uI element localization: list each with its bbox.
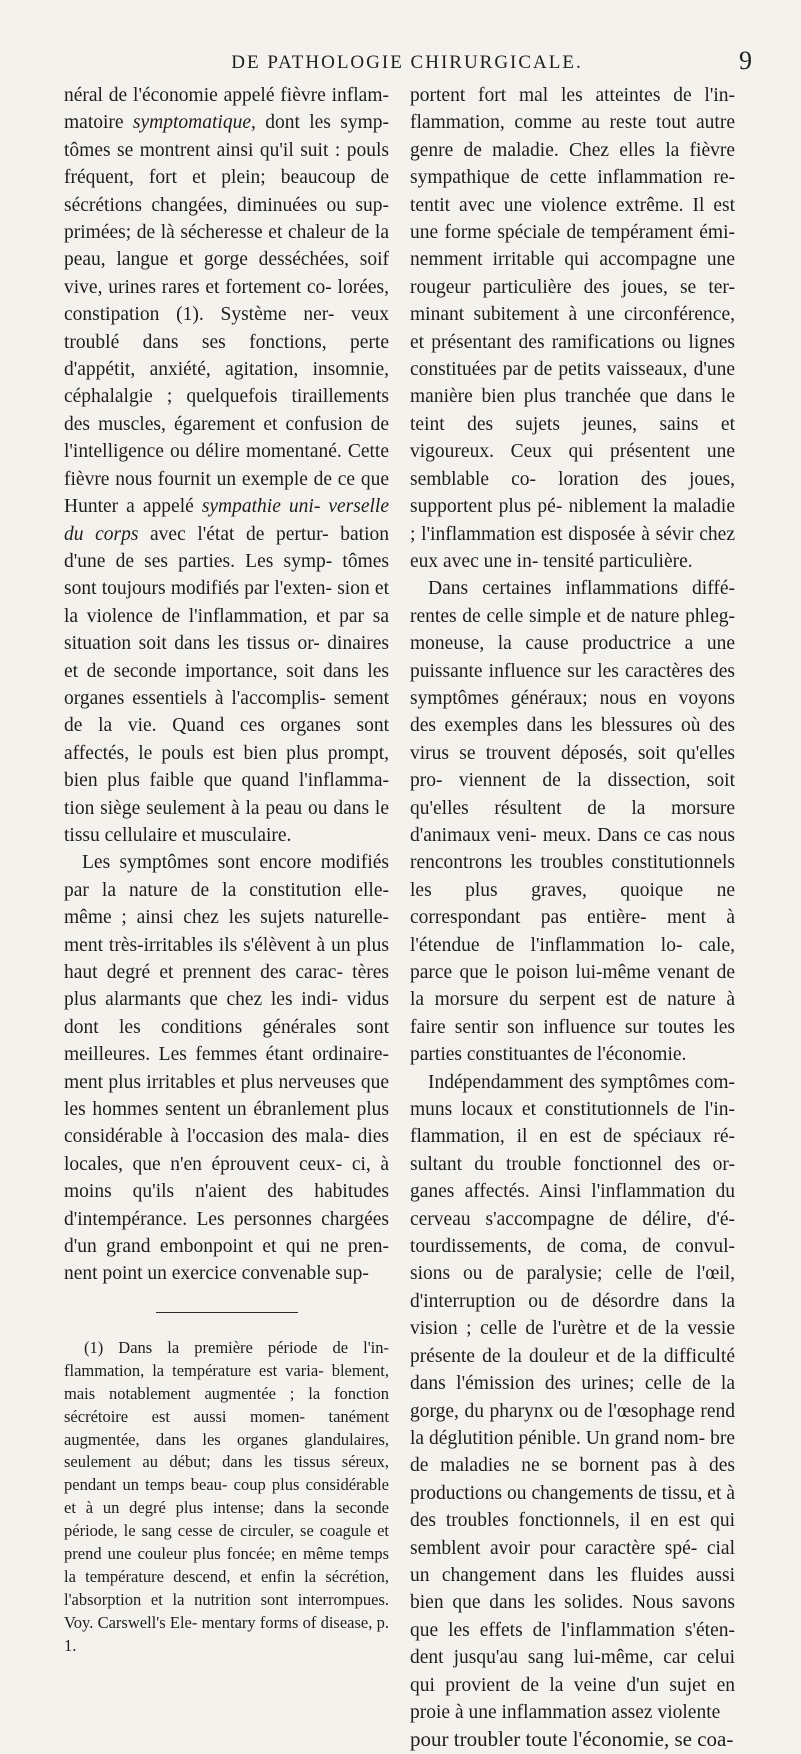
running-title: DE PATHOLOGIE CHIRURGICALE.	[231, 52, 583, 73]
paragraph: Les symptômes sont encore modifiés par la nature de la constitution elle- même ; ainsi chez les sujets naturelle- ment très-irritables ils s'élèvent à un plus haut degré et prennent des carac- tères plus alarmants que chez les indi- vidus dont les conditions générales sont meilleures. Les femmes étant ordinaire- ment plus irritables et plus nerveuses que les hommes sentent un ébranlement plus considérable à l'occasion des mala- dies locales, que n'en éprouvent ceux- ci, à moins qu'ils n'aient des habitudes d'intempérance. Les personnes chargées d'un grand embonpoint et qui ne pren- nent point un exercice convenable sup-	[64, 852, 389, 1285]
right-column	[410, 82, 735, 1754]
footnote: (1) Dans la première période de l'in- flammation, la température est varia- blement, mais notablement augmentée ; la fonction sécrétoire est aussi momen- tanément augmentée, dans les organes glandulaires, seulement au début; dans les tissus séreux, pendant un temps beau- coup plus considérable et à un degré plus intense; dans la seconde période, le sang cesse de circuler, se coagule et prend une couleur plus foncée; en même temps la température descend, et enfin la sécrétion, l'absorption et la nutrition sont interrompues. Voy. Carswell's Ele- mentary forms of disease, p. 1.	[64, 1337, 389, 1655]
paragraph: portent fort mal les atteintes de l'in- flammation, comme au reste tout autre genre de maladie. Chez elles la fièvre sympathique de cette inflammation re- tentit avec une violence extrême. Il est une forme spéciale de tempérament émi- nemment irritable qui accompagne une rougeur particulière des joues, se ter- minant subitement à une circonférence, et présentant des ramifications ou lignes constituées par de petits vaisseaux, d'une manière bien plus tranchée que dans le teint des sujets jeunes, sains et vigoureux. Ceux qui présentent une semblable co- loration des joues, supportent plus pé- niblement la maladie ; l'inflammation est disposée à sévir chez eux avec une in- tensité particulière.	[410, 85, 735, 572]
text-run: , dont les symp- tômes se montrent ainsi qu'il suit : pouls fréquent, fort et plein; beaucoup de sécrétions changées, diminuées ou sup- primées; de là sécheresse et chaleur de la peau, langue et gorge desséchées, soif vive, urines rares et fortement co- lorées, constipation (1). Système ner- veux troublé dans ses fonctions, perte d'appétit, anxiété, agitation, insomnie, céphalalgie ; quelquefois tiraillements des muscles, égarement et confusion de l'intelligence ou délire momentané. Cette fièvre nous fournit un exemple de ce que Hunter a appelé	[64, 112, 389, 518]
italic-term: symptomatique	[132, 112, 251, 134]
text-run: avec l'état de pertur- bation d'une de ses parties. Les symp- tômes sont toujours modifiés par l'exten- sion et la violence de l'inflammation, et par sa situation soit dans les tissus or- dinaires et de seconde importance, soit dans les organes essentiels à l'accomplis- sement de la vie. Quand ces organes sont affectés, le pouls est bien plus prompt, bien plus faible que quand l'inflamma- tion siège seulement à la peau ou dans le tissu cellulaire et musculaire.	[64, 523, 389, 846]
italic-term: sympathie uni- verselle du corps	[64, 496, 389, 545]
text-run: néral de l'économie appelé fièvre inflam- matoire	[64, 85, 389, 134]
left-column	[64, 82, 389, 1658]
paragraph: Indépendamment des symptômes com- muns locaux et constitutionnels de l'in- flammation, il en est de spéciaux ré- sultant du trouble fonctionnel des or- ganes affectés. Ainsi l'inflammation du cerveau s'accompagne de délire, d'é- tourdissements, de coma, de convul- sions ou de paralysie; celle de l'œil, d'interruption ou de désordre dans la vision ; celle de l'urètre et de la vessie présente de la douleur et de la difficulté dans l'émission des urines; celle de la gorge, du pharynx ou de l'œsophage rend la déglutition pénible. Un grand nom- bre de maladies ne se bornent pas à des productions ou changements de tissu, et à des troubles fonctionnels, il en est qui semblent avoir pour caractère spé- cial un changement dans les fluides aussi bien que dans les solides. Nous savons que les effets de l'inflammation s'éten- dent jusqu'au sang lui-même, car celui qui provient de la veine d'un sujet en proie à une inflammation assez violente	[410, 1071, 735, 1723]
paragraph	[64, 82, 389, 849]
footnote-rule	[156, 1312, 298, 1313]
paragraph-last-line: pour troubler toute l'économie, se coa-	[410, 1727, 734, 1752]
page-number: 9	[739, 46, 752, 75]
paragraph: Dans certaines inflammations diffé- rentes de celle simple et de nature phleg- moneuse, la cause productrice a une puissante influence sur les caractères des symptômes généraux; nous en voyons des exemples dans les blessures où des virus se trouvent déposés, soit qu'elles pro- viennent de la dissection, soit qu'elles résultent de la morsure d'animaux veni- meux. Dans ce cas nous rencontrons les troubles constitutionnels les plus graves, quoique ne correspondant pas entière- ment à l'étendue de l'inflammation lo- cale, parce que le poison lui-même venant de la morsure du serpent est de nature à faire sentir son influence sur toutes les parties constituantes de l'économie.	[410, 578, 735, 1066]
page-header	[90, 46, 752, 82]
